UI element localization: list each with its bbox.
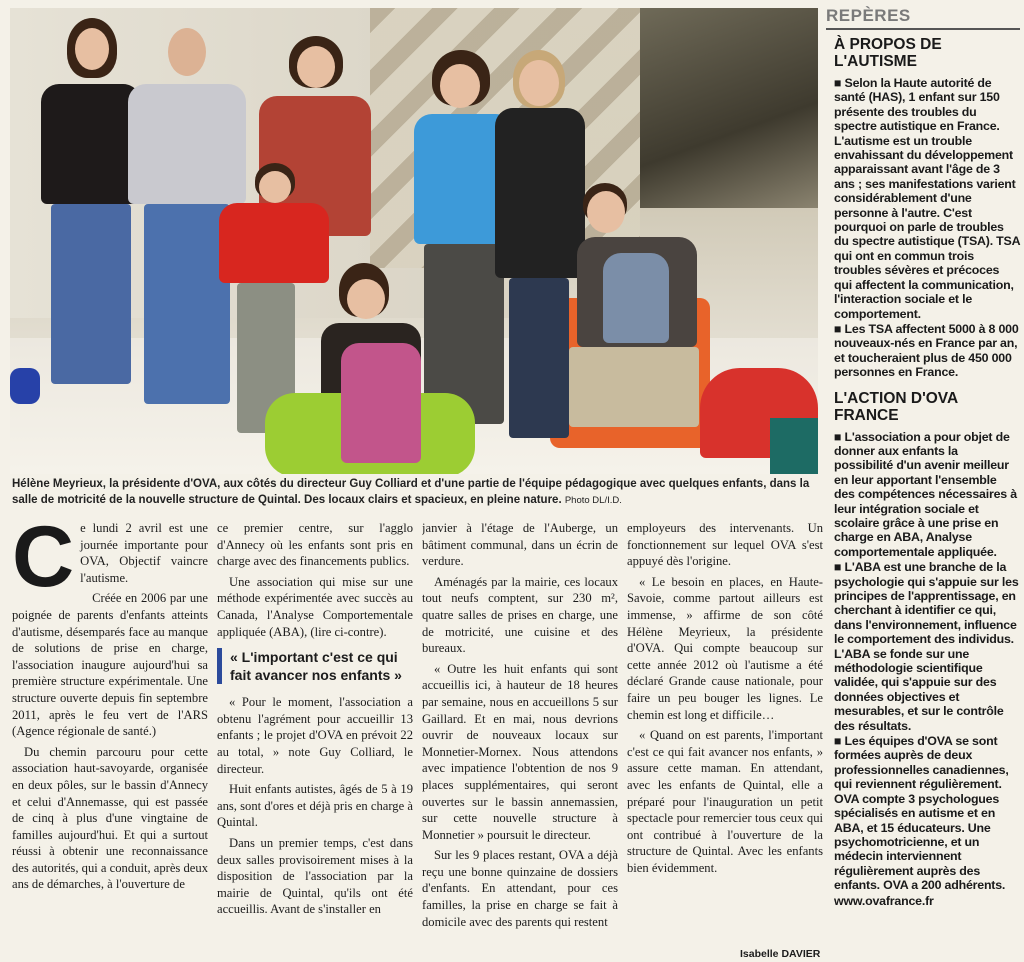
website-link[interactable]: www.ovafrance.fr <box>834 893 934 908</box>
photo-credit: Photo DL/I.D. <box>564 495 622 506</box>
article-paragraph: Huit enfants autistes, âgés de 5 à 19 ans, sont d'ores et déjà pris en charge à Quintal. <box>217 782 413 830</box>
sidebar-paragraph: ■ L'association a pour objet de donner aux enfants la possibilité d'un avenir meilleur en leur apportant l'ensemble des compétences nécessaires à leur intégration sociale et scolaire grâce à une prise en charge en ABA, Analyse comportementale appliquée. <box>834 430 1020 560</box>
article-paragraph: « Pour le moment, l'association a obtenu l'agrément pour accueillir 13 enfants ; le projet d'OVA en prévoit 22 au total, » note Guy Colliard, le directeur. <box>217 695 413 776</box>
article-paragraph: employeurs des intervenants. Un fonctionnement sur lequel OVA s'est appuyé dès l'origine. <box>627 521 823 569</box>
article-column-4 <box>627 520 823 962</box>
sidebar-section-title: L'ACTION D'OVA FRANCE <box>834 389 958 424</box>
article-paragraph: Sur les 9 places restant, OVA a déjà reçu une bonne quinzaine de dossiers d'enfants. En attendant, pour ces familles, la prise en charge se fait à domicile avec des parents qui restent <box>422 848 618 929</box>
sidebar-section-title: À PROPOS DE L'AUTISME <box>834 36 942 70</box>
article-paragraph: ce premier centre, sur l'agglo d'Annecy où les enfants sont pris en charge avec des financements publics. <box>217 521 413 569</box>
sidebar-paragraph: ■ Les TSA affectent 5000 à 8 000 nouveaux-nés en France par an, et toucheraient plus de 450 000 personnes en France. <box>834 322 1020 380</box>
article-paragraph: Une association qui mise sur une méthode expérimentée avec succès au Canada, l'Analyse Comportementale appliquée (ABA), (lire ci-contre). <box>217 574 413 639</box>
article-column-1 <box>12 520 208 962</box>
drop-cap: C <box>12 520 75 605</box>
article-column-3 <box>422 520 618 962</box>
sidebar-paragraph: ■ L'ABA est une branche de la psychologie qui s'appuie sur les principes de l'apprentissage, en cherchant à identifier ce qui, dans l'environnement, influence le comportement des individus. L'ABA se fonde sur une méthodologie scientifique validée, qui s'appuie sur des données objectives et mesurables, et sur le contrôle des résultats. <box>834 560 1020 733</box>
sidebar-kicker: REPÈRES <box>826 6 1020 30</box>
photo-blue-cushion <box>10 368 40 404</box>
article-paragraph: Dans un premier temps, c'est dans deux salles provisoirement mises à la disposition de l'association par la mairie de Quintal, qu'ils ont été accueillis. Avant de s'installer en <box>217 835 413 917</box>
article-column-2 <box>217 520 413 962</box>
article-paragraph: janvier à l'étage de l'Auberge, un bâtiment communal, dans un écrin de verdure. <box>422 521 618 569</box>
pull-quote: « L'important c'est ce qui fait avancer nos enfants » <box>217 648 413 684</box>
article-paragraph: « Le besoin en places, en Haute-Savoie, comme partout ailleurs est immense, » affirme de son côté Hélène Meyrieux, la présidente d'OVA. Qui compte beaucoup sur cette année 2012 où l'autisme a été déclaré Grande cause nationale, pour faire un peu bouger les lignes. Le chemin est long et difficile… <box>627 574 823 722</box>
article-paragraph: « Quand on est parents, l'important c'est ce qui fait avancer nos enfants, » assure cette maman. En attendant, avec les enfants de Quintal, elle a préparé pour l'inauguration un petit spectacle pour remercier tous ceux qui ont contribué à l'ouverture de la structure de Quintal. Avec les enfants bien évidemment. <box>627 728 823 875</box>
article-paragraph: Aménagés par la mairie, ces locaux tout neufs comptent, sur 230 m², quatre salles de prises en charge, une de motricité, une cuisine et des bureaux. <box>422 574 618 656</box>
article-paragraph: Créée en 2006 par une poignée de parents d'enfants atteints d'autisme, désemparés face au manque de solutions de prise en charge, l'association inaugure aujourd'hui sa première structure expérimentale. Une structure ouverte depuis fin septembre 2011, après le feu vert de l'ARS (Agence régionale de santé.) <box>12 591 208 739</box>
article-paragraph: « Outre les huit enfants qui sont accueillis ici, à hauteur de 18 heures par semaine, nous en accueillons 5 sur Gaillard. Et en mai, nous devrions ouvrir de nouveaux locaux sur Monnetier-Mornex. Nous attendons avec impatience l'obtention de nos 9 places supplémentaires, qui seront ouvertes sur le bassin annemassien, sur cette nouvelle structure à Monnetier » poursuit le directeur. <box>422 661 618 842</box>
group-photo <box>10 8 818 474</box>
article-author: Isabelle DAVIER <box>740 948 821 960</box>
article-paragraph: Ce lundi 2 avril est une journée importante pour OVA, Objectif vaincre l'autisme. <box>12 520 208 605</box>
photo-window <box>640 8 818 208</box>
article-paragraph: Du chemin parcouru pour cette association haut-savoyarde, organisée en deux pôles, sur le bassin d'Annecy et celui d'Annemasse, qui est passée de cinq à plus d'une vingtaine de familles aujourd'hui. Et qui a surtout réussi à obtenir une reconnaissance des autorités, qui a conduit, après deux ans de démarches, à l'ouverture de <box>12 744 208 892</box>
reperes-sidebar <box>826 6 1020 956</box>
sidebar-paragraph: ■ Les équipes d'OVA se sont formées auprès de deux professionnelles canadiennes, qui reviennent régulièrement. OVA compte 3 psychologues spécialisés en autisme et en ABA, et 15 éducateurs. Une psychomotricienne, et un médecin interviennent régulièrement auprès des enfants. OVA a 200 adhérents. <box>834 734 1020 892</box>
caption-text: Hélène Meyrieux, la présidente d'OVA, aux côtés du directeur Guy Colliard et d'une partie de l'équipe pédagogique avec quelques enfants, dans la salle de motricité de la nouvelle structure de Quintal. Des locaux clairs et spacieux, en pleine nature. <box>12 478 810 506</box>
photo-caption <box>12 476 818 509</box>
sidebar-paragraph: ■ Selon la Haute autorité de santé (HAS), 1 enfant sur 150 présente des troubles du spectre autistique en France. L'autisme est un trouble envahissant du développement apparaissant avant l'âge de 3 ans ; ses manifestations varient considérablement d'une personne à l'autre. C'est pourquoi on parle de troubles du spectre autistique (TSA). TSA qui ont en commun trois troubles sévères et précoces qui affectent la communication, l'interaction sociale et le comportement. <box>834 76 1020 321</box>
photo-teal-cushion <box>770 418 818 474</box>
